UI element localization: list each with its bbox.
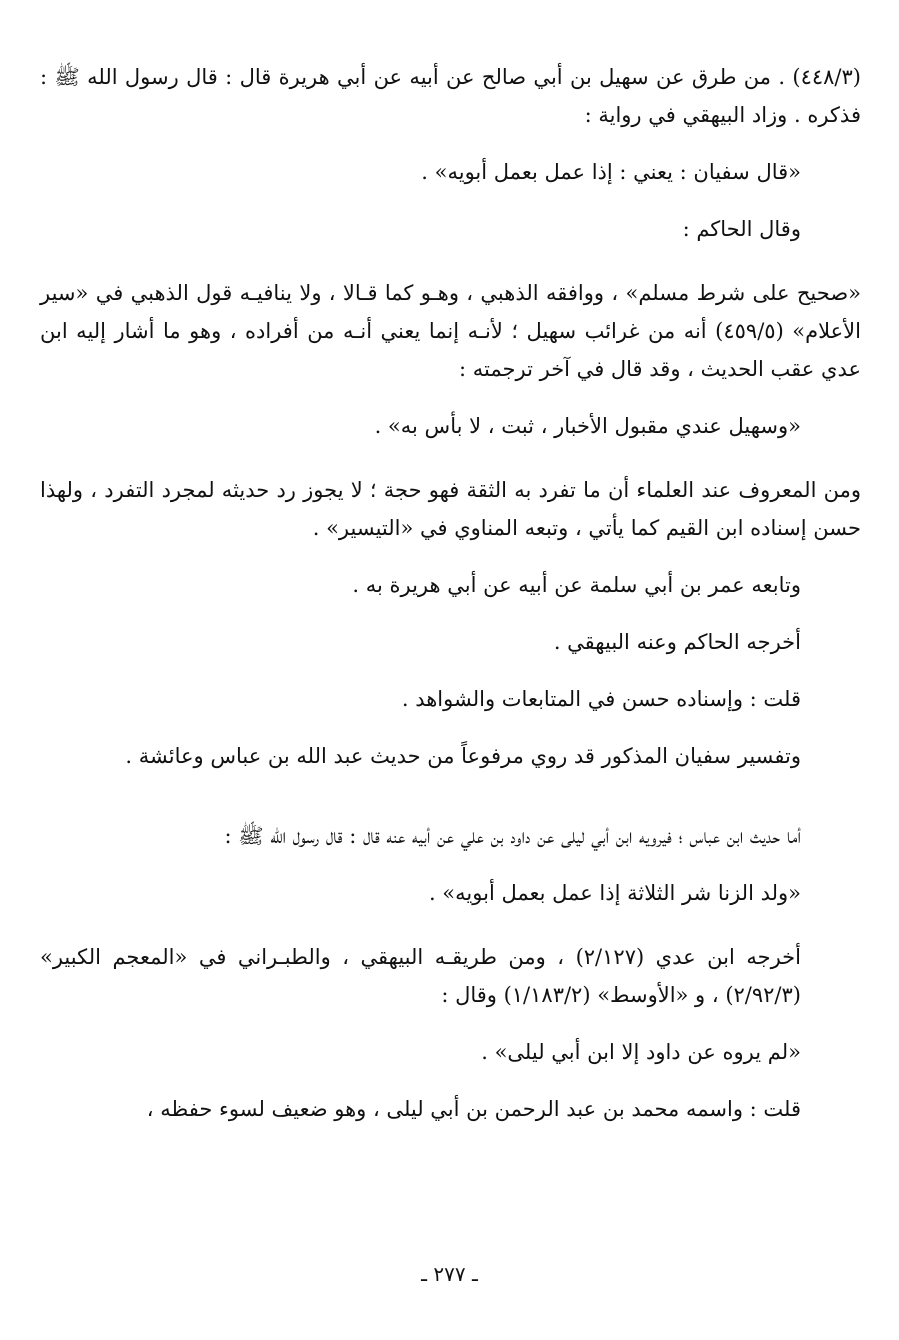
page-body bbox=[40, 58, 861, 1128]
quote-walad-zina: «ولد الزنا شر الثلاثة إذا عمل بعمل أبويه» . bbox=[428, 881, 801, 905]
paragraph-takhrij-ibn-adi: أخرجه ابن عدي (٢/١٢٧) ، ومن طريقـه البيهقي ، والطبـراني في «المعجم الكبير» (٢/٩٢/٣) ، و «الأوسط» (١/١٨٣/٢) وقال : bbox=[40, 945, 801, 1007]
paragraph-qultu-hasan: قلت : وإسناده حسن في المتابعات والشواهد . bbox=[401, 687, 801, 711]
paragraph-hakim-intro: وقال الحاكم : bbox=[682, 217, 801, 241]
paragraph-hakim-verdict: «صحيح على شرط مسلم» ، ووافقه الذهبي ، وهـو كما قـالا ، ولا ينافيـه قول الذهبي في «سير الأعلام» (٤٥٩/٥) أنه من غرائب سهيل ؛ لأنـه إنما يعني أنـه من أفراده ، وهو ما أشار إليه ابن عدي عقب الحديث ، وقد قال في آخر ترجمته : bbox=[40, 281, 861, 381]
paragraph-mutabaa: وتابعه عمر بن أبي سلمة عن أبيه عن أبي هريرة به . bbox=[352, 573, 801, 597]
paragraph-takhrij-hakim: أخرجه الحاكم وعنه البيهقي . bbox=[553, 630, 801, 654]
paragraph-tafsir-sufyan: وتفسير سفيان المذكور قد روي مرفوعاً من حديث عبد الله بن عباس وعائشة . bbox=[125, 744, 801, 768]
paragraph-ibn-abbas: أما حديث ابن عباس ؛ فيرويه ابن أبي ليلى عن داود بن علي عن أبيه عنه قال : قال رسول الله ﷺ : bbox=[224, 824, 801, 848]
quote-suhail: «وسهيل عندي مقبول الأخبار ، ثبت ، لا بأس به» . bbox=[374, 414, 801, 438]
quote-sufyan: «قال سفيان : يعني : إذا عمل بعمل أبويه» . bbox=[421, 160, 801, 184]
quote-tabarani: «لم يروه عن داود إلا ابن أبي ليلى» . bbox=[481, 1040, 801, 1064]
paragraph-qultu-ism: قلت : واسمه محمد بن عبد الرحمن بن أبي ليلى ، وهو ضعيف لسوء حفظه ، bbox=[146, 1097, 801, 1121]
page-number: ـ ٢٧٧ ـ bbox=[421, 1262, 478, 1286]
paragraph-hadith-source: (٤٤٨/٣) . من طرق عن سهيل بن أبي صالح عن أبيه عن أبي هريرة قال : قال رسول الله ﷺ : فذكره . وزاد البيهقي في رواية : bbox=[40, 65, 861, 127]
paragraph-tafarrud: ومن المعروف عند العلماء أن ما تفرد به الثقة فهو حجة ؛ لا يجوز رد حديثه لمجرد التفرد ، ولهذا حسن إسناده ابن القيم كما يأتي ، وتبعه المناوي في «التيسير» . bbox=[40, 478, 861, 540]
